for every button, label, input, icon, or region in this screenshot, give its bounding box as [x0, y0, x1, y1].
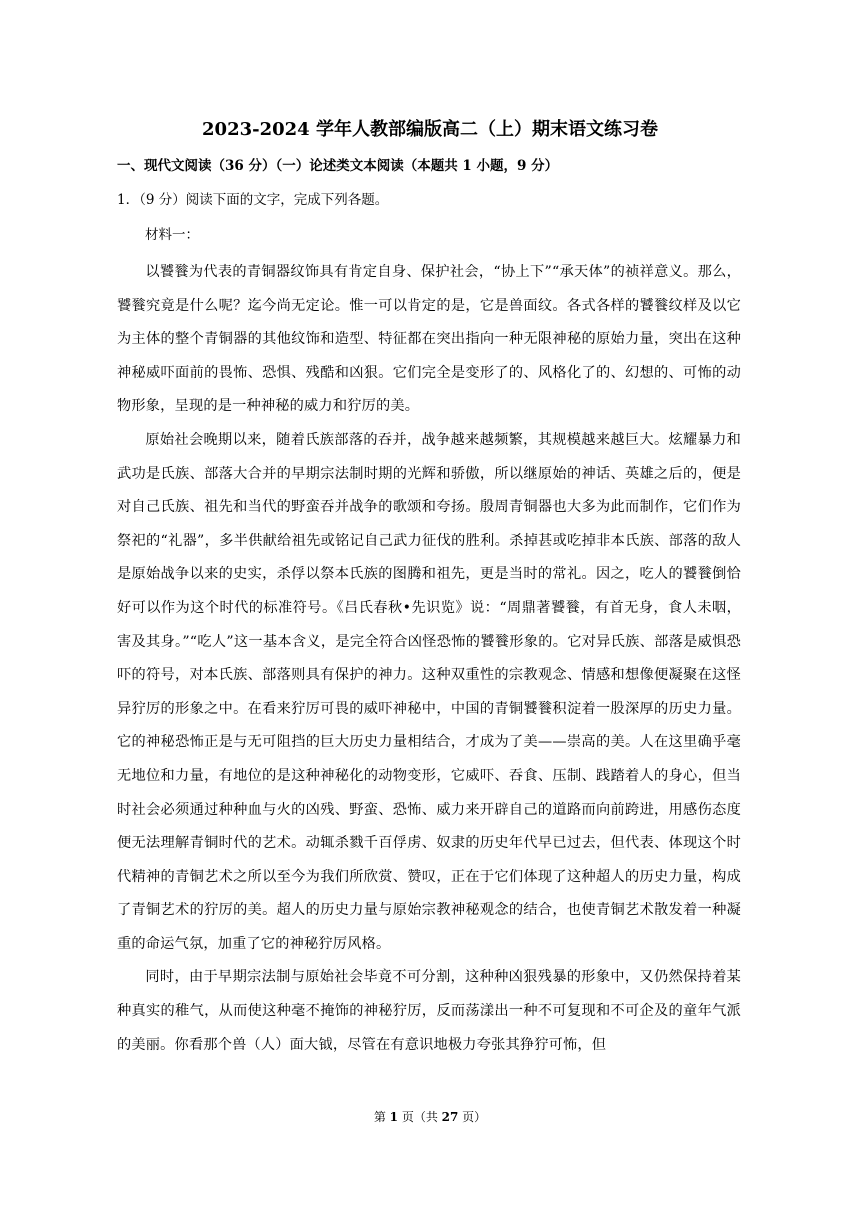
section-heading: 一、现代文阅读（36 分）（一）论述类文本阅读（本题共 1 小题，9 分）: [117, 158, 559, 174]
page-footer: [0, 1107, 860, 1127]
footer-suffix: 页）: [458, 1110, 487, 1124]
question-prompt: 1．（9 分）阅读下面的文字，完成下列各题。: [117, 192, 389, 208]
material-label: 材料一：: [145, 227, 199, 243]
footer-page-number: 1: [389, 1110, 398, 1124]
passage-paragraph-3: 同时，由于早期宗法制与原始社会毕竟不可分割，这种种凶狠残暴的形象中，又仍然保持着某种真实的稚气，从而使这种毫不掩饰的神秘狞厉，反而荡漾出一种不可复现和不可企及的童年气派的美丽。你看那个兽（人）面大钺，尽管在有意识地极力夸张其狰狞可怖，但: [117, 969, 741, 1053]
passage-paragraph-1: 以饕餮为代表的青铜器纹饰具有肯定自身、保护社会，“协上下”“承天体”的祯祥意义。那么，饕餮究竟是什么呢？迄今尚无定论。惟一可以肯定的是，它是兽面纹。各式各样的饕餮纹样及以它为主体的整个青铜器的其他纹饰和造型、特征都在突出指向一种无限神秘的原始力量，突出在这种神秘威吓面前的畏怖、恐惧、残酷和凶狠。它们完全是变形了的、风格化了的、幻想的、可怖的动物形象，呈现的是一种神秘的威力和狞厉的美。: [117, 264, 741, 415]
footer-middle: 页（共: [398, 1110, 442, 1124]
footer-page-total: 27: [441, 1110, 459, 1124]
passage-paragraph-2: 原始社会晚期以来，随着氏族部落的吞并，战争越来越频繁，其规模越来越巨大。炫耀暴力和武功是氏族、部落大合并的早期宗法制时期的光辉和骄傲，所以继原始的神话、英雄之后的，便是对自己氏族、祖先和当代的野蛮吞并战争的歌颂和夸扬。殷周青铜器也大多为此而制作，它们作为祭祀的“礼器”，多半供献给祖先或铭记自己武力征伐的胜利。杀掉甚或吃掉非本氏族、部落的敌人是原始战争以来的史实，杀俘以祭本氏族的图腾和祖先，更是当时的常礼。因之，吃人的饕餮倒恰好可以作为这个时代的标准符号。《吕氏春秋•先识览》说：“周鼎著饕餮，有首无身，食人未咽，害及其身。”“吃人”这一基本含义，是完全符合凶怪恐怖的饕餮形象的。它对异氏族、部落是威惧恐吓的符号，对本氏族、部落则具有保护的神力。这种双重性的宗教观念、情感和想像便凝聚在这怪异狞厉的形象之中。在看来狞厉可畏的威吓神秘中，中国的青铜饕餮积淀着一股深厚的历史力量。它的神秘恐怖正是与无可阻挡的巨大历史力量相结合，才成为了美——崇高的美。人在这里确乎毫无地位和力量，有地位的是这种神秘化的动物变形，它威吓、吞食、压制、践踏着人的身心，但当时社会必须通过种种血与火的凶残、野蛮、恐怖、威力来开辟自己的道路而向前跨进，用感伤态度便无法理解青铜时代的艺术。动辄杀戮千百俘虏、奴隶的历史年代早已过去，但代表、体现这个时代精神的青铜艺术之所以至今为我们所欣赏、赞叹，正在于它们体现了这种超人的历史力量，构成了青铜艺术的狞厉的美。超人的历史力量与原始宗教神秘观念的结合，也使青铜艺术散发着一种凝重的命运气氛，加重了它的神秘狞厉风格。: [117, 431, 741, 952]
footer-prefix: 第: [373, 1110, 390, 1124]
exam-title: 2023-2024 学年人教部编版高二（上）期末语文练习卷: [202, 119, 658, 140]
reading-passage: [117, 256, 741, 1062]
